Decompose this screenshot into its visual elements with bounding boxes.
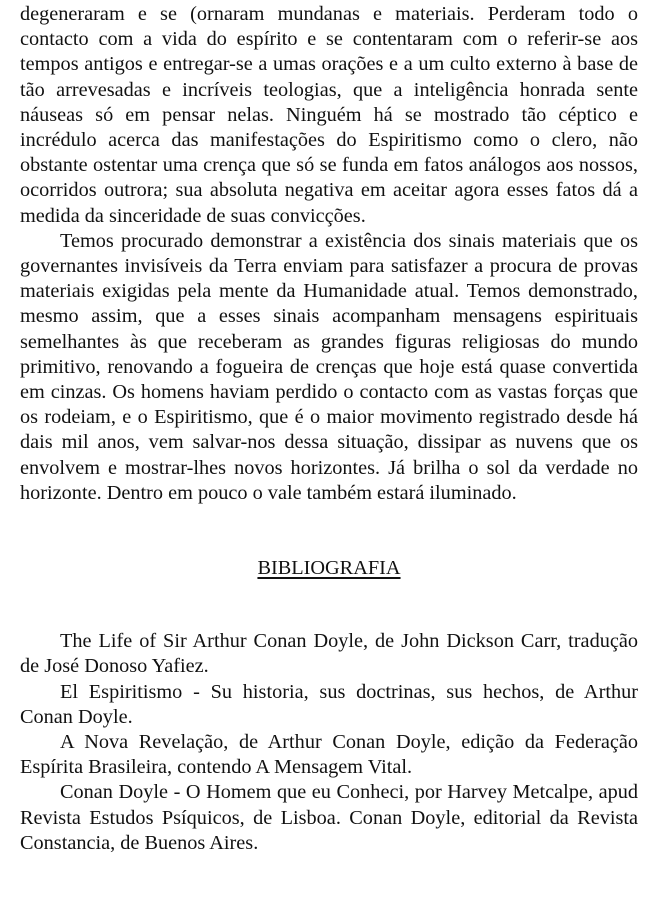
bibliography-entry-3: A Nova Revelação, de Arthur Conan Doyle, edição da Federação Espírita Brasileira, contendo A Mensagem Vital. — [20, 731, 638, 779]
bibliography-entry-1: The Life of Sir Arthur Conan Doyle, de John Dickson Carr, tradução de José Donoso Yafiez. — [20, 630, 638, 678]
bibliography-entry-4: Conan Doyle - O Homem que eu Conheci, por Harvey Metcalpe, apud Revista Estudos Psíquicos, de Lisboa. Conan Doyle, editorial da Revista Constancia, de Buenos Aires. — [20, 781, 638, 854]
document-page — [20, 2, 638, 856]
body-paragraph-1: degeneraram e se (ornaram mundanas e materiais. Perderam todo o contacto com a vida do espírito e se contentaram com o referir-se aos tempos antigos e entregar-se a umas orações e a um culto externo à base de tão arrevesadas e incríveis teologias, que a inteligência honrada sente náuseas só em pensar nelas. Ninguém há se mostrado tão céptico e incrédulo acerca das manifestações do Espiritismo como o clero, não obstante ostentar uma crença que só se funda em fatos análogos aos nossos, ocorridos outrora; sua absoluta negativa em aceitar agora esses fatos dá a medida da sinceridade de suas convicções. — [20, 3, 638, 227]
bibliography-entry-2: El Espiritismo - Su historia, sus doctrinas, sus hechos, de Arthur Conan Doyle. — [20, 680, 638, 728]
bibliography-list — [20, 629, 638, 856]
body-paragraph-2: Temos procurado demonstrar a existência dos sinais materiais que os governantes invisíveis da Terra enviam para satisfazer a procura de provas materiais exigidas pela mente da Humanidade atual. Temos demonstrado, mesmo assim, que a esses sinais acompanham mensagens espirituais semelhantes às que receberam as grandes figuras religiosas do mundo primitivo, renovando a fogueira de crenças que hoje está quase convertida em cinzas. Os homens haviam perdido o contacto com as vastas forças que os rodeiam, e o Espiritismo, que é o maior movimento registrado desde há dais mil anos, vem salvar-nos dessa situação, dissipar as nuvens que os envolvem e mostrar-lhes novos horizontes. Já brilha o sol da verdade no horizonte. Dentro em pouco o vale também estará iluminado. — [20, 229, 638, 504]
bibliography-heading: BIBLIOGRAFIA — [257, 557, 401, 580]
